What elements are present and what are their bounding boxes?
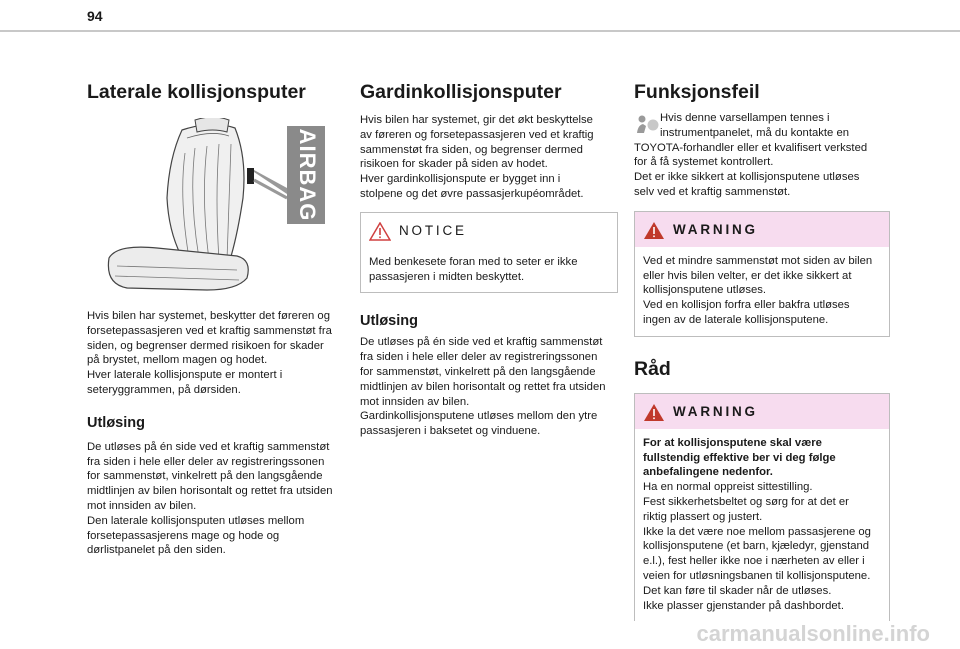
warning-triangle-icon — [643, 221, 665, 240]
column-curtain-airbags — [360, 80, 618, 439]
notice-text: Med benkesete foran med to seter er ikke passasjeren i midten beskyttet. — [369, 255, 578, 283]
seat-airbag-illustration — [87, 118, 347, 293]
curtain-trigger-heading: Utløsing — [360, 313, 418, 330]
notice-box — [360, 212, 618, 294]
curtain-airbags-intro: Hvis bilen har systemet, gir det økt beskyttelse av føreren og forsetepassasjeren ved et kraftig sammenstøt fra siden, og begrenser dermed risikoen for skader på siden av hodet. Hver gardinkollisjonspute er bygget inn i stolpene og det øvre passasjerkupéområdet. — [360, 114, 594, 200]
malfunction-intro-rest: TOYOTA-forhandler eller et kvalifisert verksted for å få systemet kontrollert. Det er ikke sikkert at kollisjonsputene utløses selv ved et kraftig sammenstøt. — [634, 141, 868, 198]
warning-box-2 — [634, 393, 890, 622]
column-malfunction — [634, 80, 890, 621]
lateral-trigger-heading: Utløsing — [87, 414, 145, 431]
section-title-lateral-airbags: Laterale kollisjonsputer — [87, 81, 306, 103]
notice-label: NOTICE — [399, 222, 467, 238]
warning-text-1: Ved et mindre sammenstøt mot siden av bilen eller hvis bilen velter, er det ikke sikkert at kollisjonsputene utløses. Ved en kollisjon forfra eller bakfra utløses ingen av de laterale kollisjonsputene. — [643, 254, 873, 326]
warning-body-2 — [635, 429, 889, 622]
header-divider — [0, 30, 960, 32]
watermark: carmanualsonline.info — [696, 621, 930, 646]
airbag-warning-lamp-icon — [634, 113, 660, 135]
section-title-malfunction: Funksjonsfeil — [634, 81, 760, 103]
warning-header-2 — [635, 394, 889, 429]
lateral-airbags-intro: Hvis bilen har systemet, beskytter det føreren og forsetepassasjeren ved et kraftig sammenstøt fra siden, og begrenser dermed risikoen for skader på brystet, mellom magen og hodet. Hver laterale kollisjonspute er montert i seteryggrammen, på dørsiden. — [87, 310, 332, 396]
warning-text-2: Ha en normal oppreist sittestilling. Fest sikkerhetsbeltet og sørg for at det er riktig plassert og justert. Ikke la det være noe mellom passasjerene og kollisjonsputene (et barn, kjæledyr, gjenstand e.l.), fest heller ikke noe i nærheten av eller i veien for utløsningsbanen til kollisjonsputene. Det kan føre til skader når de utløses. Ikke plasser gjenstander på dashbordet. — [643, 481, 871, 612]
warning-box-1 — [634, 211, 890, 337]
column-lateral-airbags — [87, 80, 347, 558]
warning-triangle-icon — [643, 403, 665, 422]
seat-airbag-icon — [87, 118, 347, 293]
page-number: 94 — [87, 8, 103, 24]
notice-triangle-icon — [369, 222, 391, 241]
lateral-trigger-text: De utløses på én side ved et kraftig sammenstøt fra siden i hele eller deler av registreringssonen for sammenstøt, vinkelrett på den langsgående midtlinjen av bilen horisontalt og rettet fra utsiden mot innsiden av bilen. Den laterale kollisjonsputen utløses mellom forsetepassasjerens mage og hode og dørlistpanelet på den siden. — [87, 440, 333, 557]
warning-body-1 — [635, 247, 889, 336]
section-title-advice: Råd — [634, 357, 671, 380]
malfunction-intro-first: Hvis denne varsellampen tennes i instrumentpanelet, må du kontakte en — [660, 112, 850, 139]
curtain-trigger-text: De utløses på én side ved et kraftig sammenstøt fra siden i hele eller deler av registreringssonen for sammenstøt, vinkelrett på den langsgående midtlinjen av bilen horisontalt og rettet fra utsiden mot innsiden av bilen. Gardinkollisjonsputene utløses mellom den ytre passasjeren i baksetet og vinduene. — [360, 336, 606, 438]
warning-bold-text-2: For at kollisjonsputene skal være fullstendig effektive ber vi deg følge anbefalingene nedenfor. — [643, 436, 836, 479]
airbag-figure-label: AIRBAG — [295, 128, 321, 222]
notice-body — [361, 248, 617, 293]
notice-header — [361, 213, 617, 248]
warning-header-1 — [635, 212, 889, 247]
malfunction-intro — [634, 111, 890, 141]
warning-label-1: WARNING — [673, 221, 758, 237]
section-title-curtain-airbags: Gardinkollisjonsputer — [360, 81, 562, 103]
warning-label-2: WARNING — [673, 403, 758, 419]
